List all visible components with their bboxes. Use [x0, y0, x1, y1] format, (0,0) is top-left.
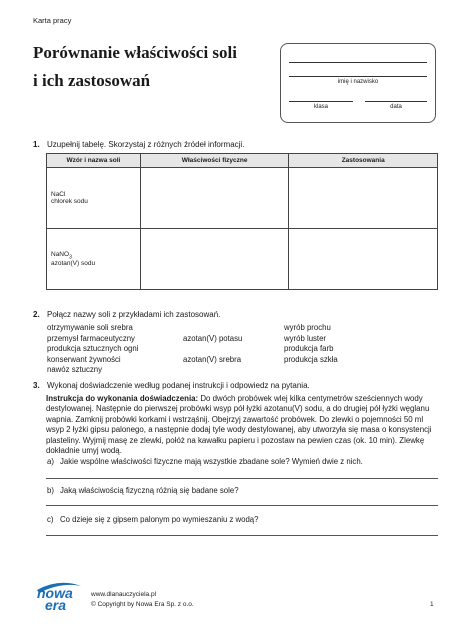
q3-number: 3. — [33, 381, 40, 390]
page-title-line2: i ich zastosowań — [33, 71, 151, 90]
salt-cell — [47, 168, 141, 229]
answer-line[interactable] — [46, 478, 438, 479]
formula-subscript: 3 — [69, 254, 72, 261]
salt-item[interactable]: azotan(V) srebra — [183, 354, 242, 364]
worksheet-label: Karta pracy — [33, 16, 72, 25]
q2-number: 2. — [33, 310, 40, 319]
salt-list — [183, 334, 242, 366]
footer-url[interactable]: www.dlanauczyciela.pl — [91, 591, 157, 598]
table-header-cell: Właściwości fizyczne — [140, 154, 289, 168]
uses-cell[interactable] — [289, 168, 438, 229]
class-label: klasa — [313, 104, 328, 110]
salt-name: chlorek sodu — [51, 198, 88, 205]
spacer — [183, 344, 242, 355]
subq-c-text: Co dzieje się z gipsem palonym po wymieszaniu z wodą? — [60, 515, 259, 524]
logo-text-top: nowa — [37, 585, 73, 601]
use-item[interactable]: nawóz sztuczny — [47, 365, 103, 375]
class-line[interactable] — [289, 101, 353, 102]
salt-cell — [47, 229, 141, 290]
name-box — [280, 43, 436, 123]
uses-cell[interactable] — [289, 229, 438, 290]
table-header-cell: Wzór i nazwa soli — [47, 154, 141, 168]
subq-a-text: Jakie wspólne właściwości fizyczne mają wszystkie zbadane sole? Wymień dwie z nich. — [60, 457, 363, 466]
table-header-cell: Zastosowania — [289, 154, 438, 168]
table-row — [47, 168, 438, 229]
page-title-line1: Porównanie właściwości soli — [33, 43, 237, 62]
q2-text: Połącz nazwy soli z przykładami ich zastosowań. — [47, 310, 221, 319]
use-item[interactable]: produkcja sztucznych ogni — [47, 344, 139, 354]
name-line[interactable] — [289, 62, 427, 63]
use-item[interactable]: konserwant żywności — [47, 354, 121, 364]
q1-text: Uzupełnij tabelę. Skorzystaj z różnych źródeł informacji. — [47, 140, 245, 149]
salts-table — [46, 153, 438, 290]
answer-line[interactable] — [46, 535, 438, 536]
uses-list — [47, 323, 138, 376]
subq-a-letter: a) — [47, 457, 54, 466]
page-number: 1 — [430, 601, 434, 608]
salt-name: azotan(V) sodu — [51, 260, 96, 268]
name-label: imię i nazwisko — [337, 79, 379, 85]
logo-text-bottom: era — [45, 597, 67, 613]
answer-line[interactable] — [46, 505, 438, 506]
subq-c-letter: c) — [47, 515, 54, 524]
use-item[interactable]: produkcja szkła — [284, 354, 338, 364]
use-item[interactable]: wyrób luster — [284, 333, 327, 343]
uses-list-right — [284, 323, 338, 365]
table-row — [47, 229, 438, 290]
salt-item[interactable]: azotan(V) potasu — [183, 333, 243, 343]
instruction-body: Do dwóch probówek wlej kilka centymetrów sześciennych wody destylowanej. Następnie do pierwszej probówki wsyp pół łyżki azotanu(V) sodu, a do drugiej pół łyżki węglanu wapnia. Zamknij probówki korkami i wstrząśnij. Obejrzyj zawartość probówek. Do zlewki o pojemności 50 ml wsyp 2 łyżki gipsu palonego, a następnie dodaj tyle wody destylowanej, aby utworzyła się masa o konsystencji plasteliny. Wyjmij masę ze zlewki, połóż na kawałku papieru i pozostaw na pewien czas (ok. 10 min). Zlewkę dokładnie umyj wodą. — [46, 394, 432, 456]
footer-copyright: © Copyright by Nowa Era Sp. z o.o. — [91, 601, 194, 608]
q3-text: Wykonaj doświadczenie według podanej instrukcji i odpowiedz na pytania. — [47, 381, 310, 390]
subq-b-text: Jaką właściwością fizyczną różnią się badane sole? — [60, 486, 239, 495]
q1-number: 1. — [33, 140, 40, 149]
subq-b-letter: b) — [47, 486, 54, 495]
experiment-instruction — [46, 394, 441, 456]
use-item[interactable]: otrzymywanie soli srebra — [47, 323, 133, 332]
use-item[interactable]: przemysł farmaceutyczny — [47, 333, 135, 343]
use-item[interactable]: produkcja farb — [284, 344, 334, 354]
nowa-era-logo — [33, 580, 85, 614]
instruction-title: Instrukcja do wykonania doświadczenia: — [46, 394, 199, 403]
salt-formula — [51, 251, 136, 260]
date-label: data — [390, 104, 402, 110]
salt-formula: NaCl — [51, 191, 66, 198]
table-header-row — [47, 154, 438, 168]
use-item[interactable]: wyrób prochu — [284, 323, 331, 332]
properties-cell[interactable] — [140, 168, 289, 229]
formula-base: NaNO — [51, 250, 70, 258]
properties-cell[interactable] — [140, 229, 289, 290]
date-line[interactable] — [365, 101, 427, 102]
name-line-2[interactable] — [289, 76, 427, 77]
